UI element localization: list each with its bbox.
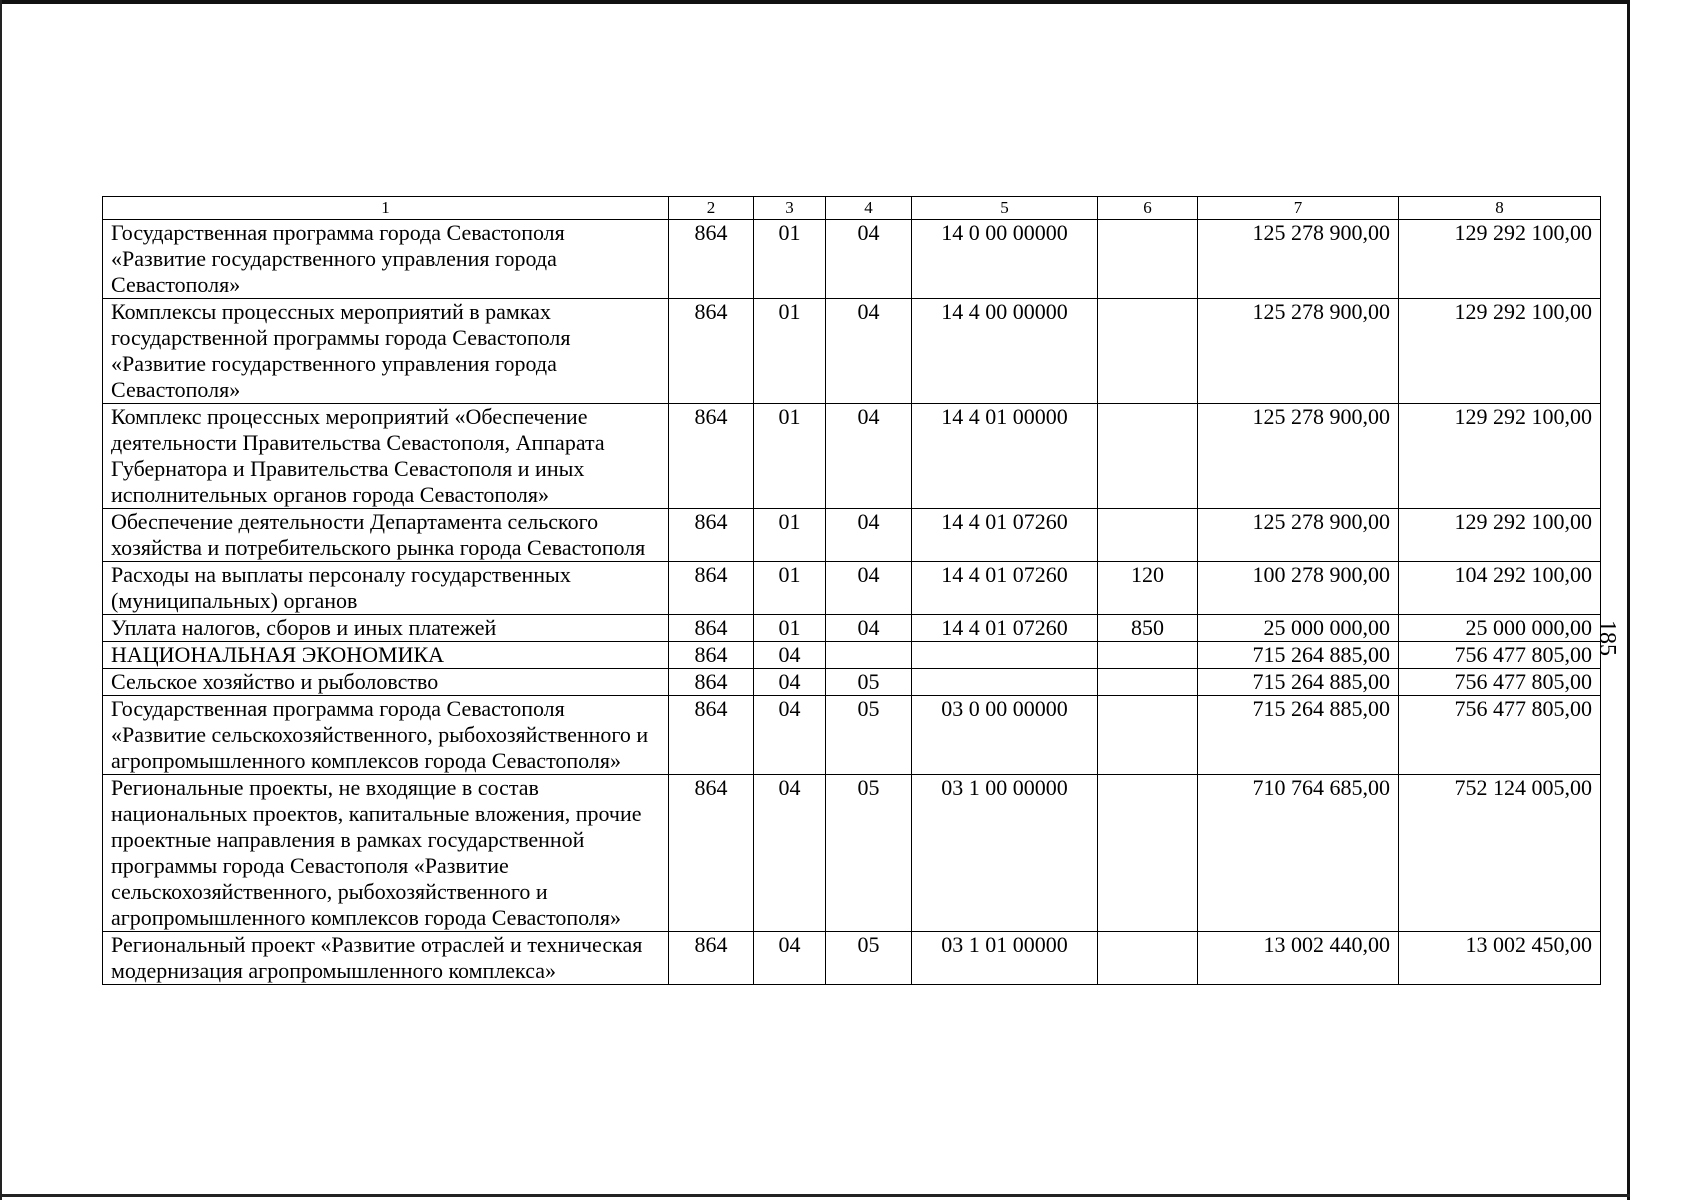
row-pr: 05 xyxy=(826,775,912,932)
row-pr xyxy=(826,642,912,669)
row-name: Сельское хозяйство и рыболовство xyxy=(103,669,669,696)
row-vr xyxy=(1098,404,1198,509)
row-ved: 864 xyxy=(669,642,754,669)
row-name: НАЦИОНАЛЬНАЯ ЭКОНОМИКА xyxy=(103,642,669,669)
row-sum2: 129 292 100,00 xyxy=(1399,509,1601,562)
row-sum2: 13 002 450,00 xyxy=(1399,932,1601,985)
row-rz: 01 xyxy=(754,615,826,642)
row-pr: 04 xyxy=(826,562,912,615)
row-csr: 14 4 01 07260 xyxy=(912,615,1098,642)
table-row xyxy=(103,775,1601,932)
row-ved: 864 xyxy=(669,562,754,615)
table-row xyxy=(103,669,1601,696)
row-sum2: 129 292 100,00 xyxy=(1399,404,1601,509)
row-csr: 14 4 01 07260 xyxy=(912,562,1098,615)
row-ved: 864 xyxy=(669,615,754,642)
row-vr xyxy=(1098,299,1198,404)
row-rz: 01 xyxy=(754,404,826,509)
row-rz: 04 xyxy=(754,775,826,932)
header-cell: 1 xyxy=(103,197,669,220)
row-csr: 03 0 00 00000 xyxy=(912,696,1098,775)
row-csr xyxy=(912,642,1098,669)
row-ved: 864 xyxy=(669,932,754,985)
row-pr: 04 xyxy=(826,299,912,404)
scan-border-right xyxy=(1627,0,1630,1200)
table-row xyxy=(103,615,1601,642)
row-ved: 864 xyxy=(669,509,754,562)
row-vr: 850 xyxy=(1098,615,1198,642)
row-sum1: 125 278 900,00 xyxy=(1198,299,1399,404)
row-sum1: 125 278 900,00 xyxy=(1198,509,1399,562)
row-name: Обеспечение деятельности Департамента сельского хозяйства и потребительского рынка города Севастополя xyxy=(103,509,669,562)
header-row xyxy=(103,197,1601,220)
table-row xyxy=(103,932,1601,985)
row-vr xyxy=(1098,669,1198,696)
row-sum2: 104 292 100,00 xyxy=(1399,562,1601,615)
table-row xyxy=(103,696,1601,775)
row-sum1: 710 764 685,00 xyxy=(1198,775,1399,932)
row-vr xyxy=(1098,932,1198,985)
header-cell: 8 xyxy=(1399,197,1601,220)
row-rz: 01 xyxy=(754,509,826,562)
row-sum2: 756 477 805,00 xyxy=(1399,669,1601,696)
row-sum2: 756 477 805,00 xyxy=(1399,696,1601,775)
row-name: Региональный проект «Развитие отраслей и техническая модернизация агропромышленного комплекса» xyxy=(103,932,669,985)
budget-table xyxy=(102,196,1601,985)
scan-border-top xyxy=(0,0,1630,4)
row-csr xyxy=(912,669,1098,696)
row-sum1: 715 264 885,00 xyxy=(1198,642,1399,669)
row-vr xyxy=(1098,220,1198,299)
row-vr: 120 xyxy=(1098,562,1198,615)
row-pr: 05 xyxy=(826,932,912,985)
row-vr xyxy=(1098,509,1198,562)
row-rz: 01 xyxy=(754,562,826,615)
row-ved: 864 xyxy=(669,696,754,775)
row-name: Комплекс процессных мероприятий «Обеспечение деятельности Правительства Севастополя, Аппарата Губернатора и Правительства Севастополя и иных исполнительных органов города Севастополя» xyxy=(103,404,669,509)
row-rz: 04 xyxy=(754,932,826,985)
row-sum2: 756 477 805,00 xyxy=(1399,642,1601,669)
row-rz: 01 xyxy=(754,220,826,299)
row-csr: 14 4 00 00000 xyxy=(912,299,1098,404)
row-sum1: 13 002 440,00 xyxy=(1198,932,1399,985)
row-sum1: 715 264 885,00 xyxy=(1198,669,1399,696)
row-name: Комплексы процессных мероприятий в рамках государственной программы города Севастополя «Развитие государственного управления города Севастополя» xyxy=(103,299,669,404)
row-pr: 04 xyxy=(826,509,912,562)
row-vr xyxy=(1098,696,1198,775)
row-pr: 04 xyxy=(826,220,912,299)
header-cell: 6 xyxy=(1098,197,1198,220)
row-sum2: 129 292 100,00 xyxy=(1399,299,1601,404)
table-row xyxy=(103,562,1601,615)
table-row xyxy=(103,642,1601,669)
row-rz: 04 xyxy=(754,696,826,775)
page-number: 185 xyxy=(1594,620,1620,656)
table-row xyxy=(103,509,1601,562)
row-pr: 05 xyxy=(826,696,912,775)
row-sum1: 25 000 000,00 xyxy=(1198,615,1399,642)
scan-border-left xyxy=(0,0,2,1200)
row-name: Региональные проекты, не входящие в состав национальных проектов, капитальные вложения, прочие проектные направления в рамках государственной программы города Севастополя «Развитие сельскохозяйственного, рыбохозяйственного и агропромышленного комплексов города Севастополя» xyxy=(103,775,669,932)
scan-border-bottom xyxy=(0,1194,1630,1197)
header-cell: 2 xyxy=(669,197,754,220)
row-ved: 864 xyxy=(669,220,754,299)
row-pr: 04 xyxy=(826,404,912,509)
row-sum2: 25 000 000,00 xyxy=(1399,615,1601,642)
row-rz: 01 xyxy=(754,299,826,404)
row-vr xyxy=(1098,642,1198,669)
row-ved: 864 xyxy=(669,669,754,696)
row-csr: 03 1 01 00000 xyxy=(912,932,1098,985)
row-name: Государственная программа города Севастополя «Развитие государственного управления города Севастополя» xyxy=(103,220,669,299)
row-csr: 03 1 00 00000 xyxy=(912,775,1098,932)
row-sum2: 752 124 005,00 xyxy=(1399,775,1601,932)
row-ved: 864 xyxy=(669,404,754,509)
row-vr xyxy=(1098,775,1198,932)
table-row xyxy=(103,404,1601,509)
header-cell: 4 xyxy=(826,197,912,220)
row-sum1: 125 278 900,00 xyxy=(1198,220,1399,299)
row-name: Расходы на выплаты персоналу государственных (муниципальных) органов xyxy=(103,562,669,615)
row-rz: 04 xyxy=(754,669,826,696)
row-sum1: 100 278 900,00 xyxy=(1198,562,1399,615)
row-sum2: 129 292 100,00 xyxy=(1399,220,1601,299)
row-csr: 14 0 00 00000 xyxy=(912,220,1098,299)
row-rz: 04 xyxy=(754,642,826,669)
header-cell: 3 xyxy=(754,197,826,220)
row-ved: 864 xyxy=(669,299,754,404)
row-name: Государственная программа города Севастополя «Развитие сельскохозяйственного, рыбохозяйственного и агропромышленного комплексов города Севастополя» xyxy=(103,696,669,775)
table-row xyxy=(103,299,1601,404)
row-pr: 04 xyxy=(826,615,912,642)
row-csr: 14 4 01 07260 xyxy=(912,509,1098,562)
table-row xyxy=(103,220,1601,299)
row-csr: 14 4 01 00000 xyxy=(912,404,1098,509)
row-pr: 05 xyxy=(826,669,912,696)
header-cell: 7 xyxy=(1198,197,1399,220)
header-cell: 5 xyxy=(912,197,1098,220)
row-sum1: 125 278 900,00 xyxy=(1198,404,1399,509)
row-name: Уплата налогов, сборов и иных платежей xyxy=(103,615,669,642)
row-ved: 864 xyxy=(669,775,754,932)
row-sum1: 715 264 885,00 xyxy=(1198,696,1399,775)
